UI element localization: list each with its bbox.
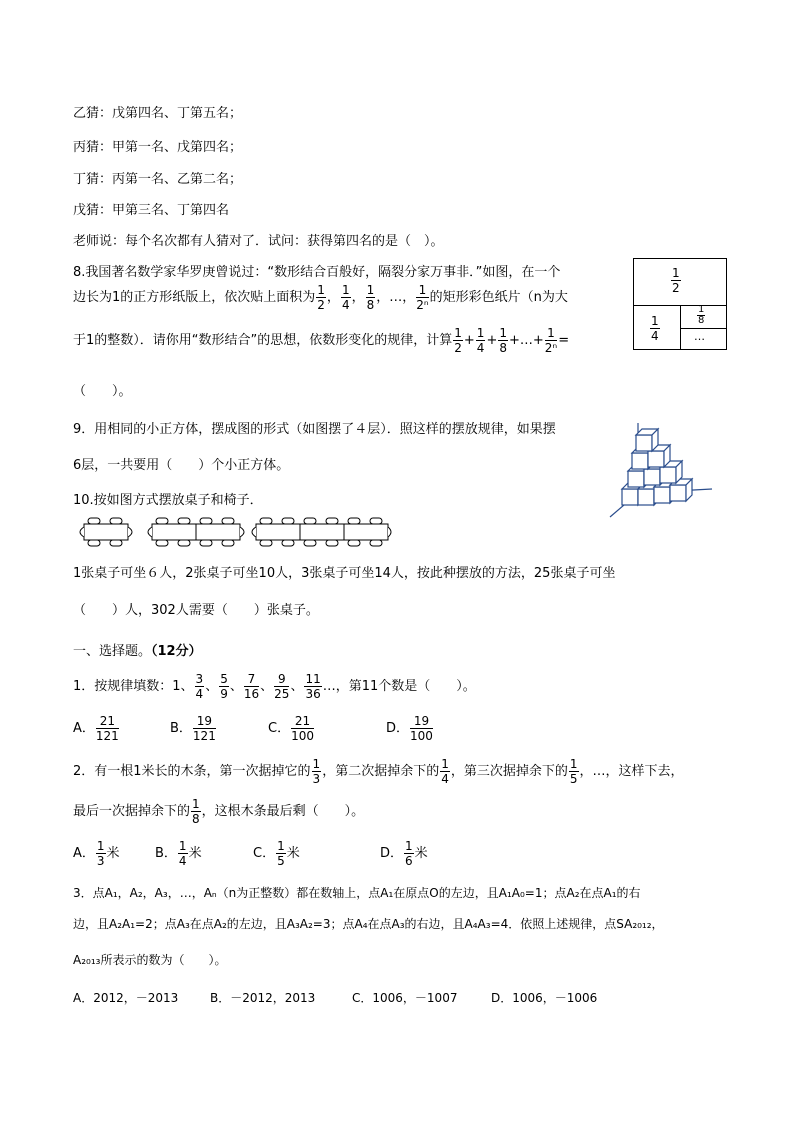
q8-square-figure: [633, 258, 727, 350]
table-chair-figure: [72, 514, 394, 548]
c3-option-c: C．1006，－1007: [352, 991, 458, 1005]
c2-option-d: D． $\frac{1}{6}$ 米: [380, 839, 428, 868]
c3-line2: 边，且A₂A₁=2；点A₃在点A₂的左边，且A₃A₂=3；点A₄在点A₃的右边，且A₄A₃=4．依照上述规律，点SA₂₀₁₂，: [73, 917, 664, 931]
table-1: [84, 524, 128, 540]
cube-stack-figure: [608, 415, 714, 519]
guess-yi: 乙猜：戊第四名、丁第五名；: [73, 106, 243, 121]
c2-option-c: C． $\frac{1}{5}$ 米: [253, 839, 300, 868]
c3-line1: 3．点A₁，A₂，A₃，…，Aₙ（n为正整数）都在数轴上，点A₁在原点O的左边，且A₁A₀=1；点A₂在点A₁的右: [73, 886, 641, 900]
q8-line2: 边长为1的正方形纸版上，依次贴上面积为 $\frac{1}{2}$ ， $\frac{1}{4}$ ， $\frac{1}{8}$ ，…， $\frac{1}{\text{2ⁿ}}$ 的矩形彩色纸片（n为大: [73, 283, 568, 312]
q9-line1: 9．用相同的小正方体，摆成图的形式（如图摆了４层）．照这样的摆放规律，如果摆: [73, 422, 556, 437]
q8-line3: 于1的整数）．请你用“数形结合”的思想，依数形变化的规律，计算 $\frac{1}{2}$ + $\frac{1}{4}$ + $\frac{1}{8}$ +…+ $\frac{1}{\text{2ⁿ}}$ =: [73, 326, 570, 355]
guess-bing: 丙猜：甲第一名、戊第四名；: [73, 140, 243, 155]
c3-option-b: B．－2012，2013: [210, 991, 316, 1005]
q10-line1: 10.按如图方式摆放桌子和椅子．: [73, 493, 263, 508]
c1-option-a: A． $\frac{21}{121}$: [73, 714, 119, 743]
c1-option-b: B． $\frac{19}{121}$: [170, 714, 216, 743]
teacher-statement: 老师说：每个名次都有人猜对了．试问：获得第四名的是（ ）。: [73, 234, 444, 249]
fig-half-label: $\frac{1}{2}$: [672, 266, 680, 295]
fig-quarter-label: $\frac{1}{4}$: [651, 314, 659, 343]
c2-option-b: B． $\frac{1}{4}$ 米: [155, 839, 202, 868]
q10-line3: （ ）人，302人需要（ ）张桌子。: [73, 603, 319, 618]
q9-line2: 6层，一共要用（ ）个小正方体。: [73, 458, 290, 473]
c3-option-d: D．1006，－1006: [491, 991, 598, 1005]
fig-dots-label: …: [694, 330, 705, 343]
q8-blank: （ ）。: [73, 384, 132, 399]
c3-line3: A₂₀₁₃所表示的数为（ ）。: [73, 953, 227, 967]
section-title: 一、选择题。（12分）: [73, 644, 202, 659]
c2-line2: 最后一次据掉余下的 $\frac{1}{8}$ ，这根木条最后剩（ ）。: [73, 797, 365, 826]
c2-option-a: A． $\frac{1}{3}$ 米: [73, 839, 120, 868]
guess-ding: 丁猜：丙第一名、乙第二名；: [73, 172, 243, 187]
c3-option-a: A．2012，－2013: [73, 991, 179, 1005]
c1-stem: 1．按规律填数：1、 $\frac{3}{4}$ 、 $\frac{5}{9}$ 、 $\frac{7}{16}$ 、 $\frac{9}{25}$ 、 $\frac{11}{36}$ …，第11个数是（ ）。: [73, 672, 476, 701]
guess-wu: 戊猜：甲第三名、丁第四名: [73, 203, 230, 218]
c2-line1: 2．有一根1米长的木条，第一次据掉它的 $\frac{1}{3}$ ，第二次据掉余下的 $\frac{1}{4}$ ，第三次据掉余下的 $\frac{1}{5}$ ，…，这样下去，: [73, 757, 684, 786]
fig-eighth-label: $\frac{1}{8}$: [698, 304, 705, 326]
q10-line2: 1张桌子可坐６人，2张桌子可坐10人，3张桌子可坐14人，按此种摆放的方法，25张桌子可坐: [73, 566, 616, 581]
c1-option-c: C． $\frac{21}{100}$: [268, 714, 314, 743]
q8-line1: 8.我国著名数学家华罗庚曾说过：“数形结合百般好，隔裂分家万事非．”如图，在一个: [73, 265, 561, 280]
c1-option-d: D． $\frac{19}{100}$: [386, 714, 433, 743]
